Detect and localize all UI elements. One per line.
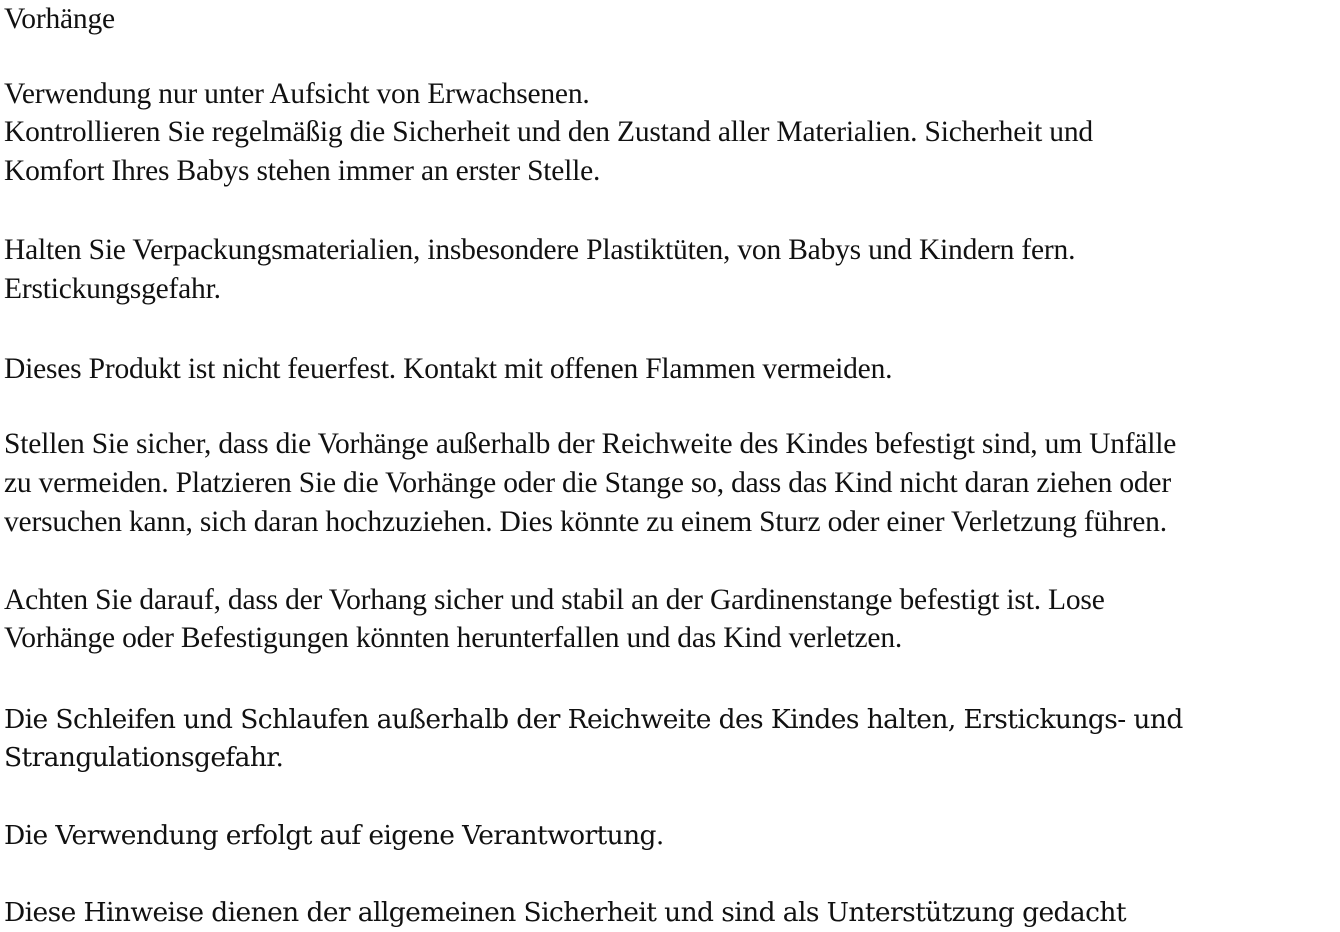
paragraph-line: Halten Sie Verpackungsmaterialien, insbesondere Plastiktüten, von Babys und Kindern fern. <box>4 234 1076 266</box>
paragraph-line: Die Verwendung erfolgt auf eigene Verantwortung. <box>4 820 664 851</box>
paragraph-line: Vorhänge oder Befestigungen könnten herunterfallen und das Kind verletzen. <box>4 622 903 654</box>
paragraph-line: Dieses Produkt ist nicht feuerfest. Kontakt mit offenen Flammen vermeiden. <box>4 353 893 385</box>
paragraph-line: Erstickungsgefahr. <box>4 273 221 305</box>
paragraph-line: Stellen Sie sicher, dass die Vorhänge außerhalb der Reichweite des Kindes befestigt sind, um Unfälle <box>4 428 1177 460</box>
paragraph-line: zu vermeiden. Platzieren Sie die Vorhänge oder die Stange so, dass das Kind nicht daran ziehen oder <box>4 467 1171 499</box>
paragraph-line: Kontrollieren Sie regelmäßig die Sicherheit und den Zustand aller Materialien. Sicherheit und <box>4 116 1093 148</box>
paragraph-line: Komfort Ihres Babys stehen immer an erster Stelle. <box>4 155 601 187</box>
paragraph-line: Strangulationsgefahr. <box>4 742 284 773</box>
paragraph-line: Achten Sie darauf, dass der Vorhang sicher und stabil an der Gardinenstange befestigt ist. Lose <box>4 584 1105 616</box>
document-title: Vorhänge <box>4 3 115 35</box>
paragraph-line: Die Schleifen und Schlaufen außerhalb der Reichweite des Kindes halten, Erstickungs- und <box>4 704 1183 735</box>
paragraph-line: Verwendung nur unter Aufsicht von Erwachsenen. <box>4 78 590 110</box>
paragraph-line: Diese Hinweise dienen der allgemeinen Sicherheit und sind als Unterstützung gedacht <box>4 897 1126 928</box>
paragraph-line: versuchen kann, sich daran hochzuziehen. Dies könnte zu einem Sturz oder einer Verletzung führen. <box>4 506 1167 538</box>
